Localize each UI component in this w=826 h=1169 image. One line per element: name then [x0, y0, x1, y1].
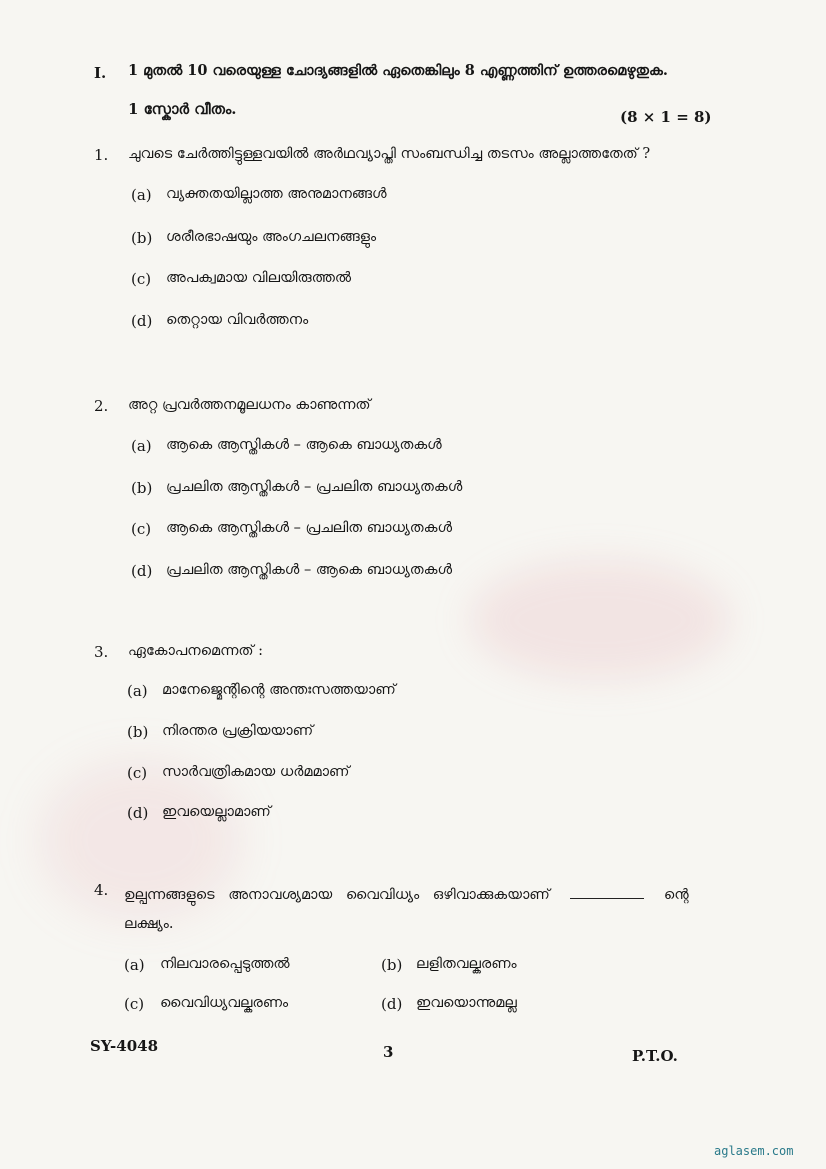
site-watermark: aglasem.com: [714, 1144, 794, 1158]
question-text: അറ്റ പ്രവർത്തനമൂലധനം കാണുന്നത്: [128, 397, 371, 413]
option-text: ശരീരഭാഷയും അംഗചലനങ്ങളും: [166, 229, 377, 245]
option-text: ലളിതവല്കരണം: [416, 956, 517, 972]
option-text: വൈവിധ്യവല്കരണം: [160, 995, 289, 1011]
question-number: 1.: [94, 146, 109, 164]
question-text-line2: ലക്ഷ്യം.: [124, 916, 174, 932]
pto-label: P.T.O.: [632, 1047, 678, 1065]
question-text-line1: [124, 887, 689, 903]
option-label: (c): [124, 995, 145, 1013]
option-label: (d): [127, 804, 149, 822]
option-text: തെറ്റായ വിവർത്തനം: [166, 312, 309, 328]
option-label: (a): [131, 437, 152, 455]
question-text: ചുവടെ ചേർത്തിട്ടുള്ളവയിൽ അർഥവ്യാപ്തി സംബന്ധിച്ച തടസം അല്ലാത്തതേത് ?: [128, 146, 651, 162]
option-label: (b): [131, 229, 153, 247]
paper-code: SY-4048: [90, 1037, 159, 1055]
option-text: മാനേജ്മെന്റിന്റെ അന്തഃസത്തയാണ്: [162, 682, 396, 698]
option-text: പ്രചലിത ആസ്തികൾ – ആകെ ബാധ്യതകൾ: [166, 562, 453, 578]
option-label: (a): [124, 956, 145, 974]
question-number: 2.: [94, 397, 109, 415]
option-text: നിലവാരപ്പെടുത്തൽ: [160, 956, 290, 972]
option-label: (c): [131, 520, 152, 538]
option-text: പ്രചലിത ആസ്തികൾ – പ്രചലിത ബാധ്യതകൾ: [166, 479, 463, 495]
option-label: (b): [131, 479, 153, 497]
fill-in-blank: [570, 898, 644, 899]
option-text: ഇവയൊന്നുമല്ല: [416, 995, 517, 1011]
option-label: (c): [131, 270, 152, 288]
option-text: ആകെ ആസ്തികൾ – പ്രചലിത ബാധ്യതകൾ: [166, 520, 453, 536]
option-text: സാർവത്രികമായ ധർമമാണ്: [162, 764, 350, 780]
option-label: (b): [381, 956, 403, 974]
section-instruction: 1 മുതൽ 10 വരെയുള്ള ചോദ്യങ്ങളിൽ ഏതെങ്കിലും 8 എണ്ണത്തിന് ഉത്തരമെഴുതുക.: [128, 62, 668, 79]
page-number: 3: [383, 1043, 394, 1061]
option-label: (d): [131, 562, 153, 580]
option-text: വ്യക്തതയില്ലാത്ത അനുമാനങ്ങൾ: [166, 186, 387, 202]
section-marks-formula: (8 × 1 = 8): [620, 108, 712, 126]
question-text-after-blank: ന്റെ: [663, 887, 689, 903]
option-label: (b): [127, 723, 149, 741]
ink-bleed-stain: [470, 560, 730, 680]
option-label: (d): [131, 312, 153, 330]
option-label: (d): [381, 995, 403, 1013]
option-label: (a): [127, 682, 148, 700]
option-text: ആകെ ആസ്തികൾ – ആകെ ബാധ്യതകൾ: [166, 437, 442, 453]
question-number: 4.: [94, 881, 109, 899]
section-number: I.: [94, 64, 107, 82]
question-number: 3.: [94, 643, 109, 661]
question-text-before-blank: ഉല്പന്നങ്ങളുടെ അനാവശ്യമായ വൈവിധ്യം ഒഴിവാക്കുകയാണ്: [124, 887, 550, 903]
option-label: (a): [131, 186, 152, 204]
option-text: നിരന്തര പ്രക്രിയയാണ്: [162, 723, 314, 739]
question-text: ഏകോപനമെന്നത് :: [128, 643, 264, 659]
option-text: ഇവയെല്ലാമാണ്: [162, 804, 271, 820]
option-label: (c): [127, 764, 148, 782]
option-text: അപക്വമായ വിലയിരുത്തൽ: [166, 270, 352, 286]
section-marks-note: 1 സ്കോർ വീതം.: [128, 100, 237, 118]
